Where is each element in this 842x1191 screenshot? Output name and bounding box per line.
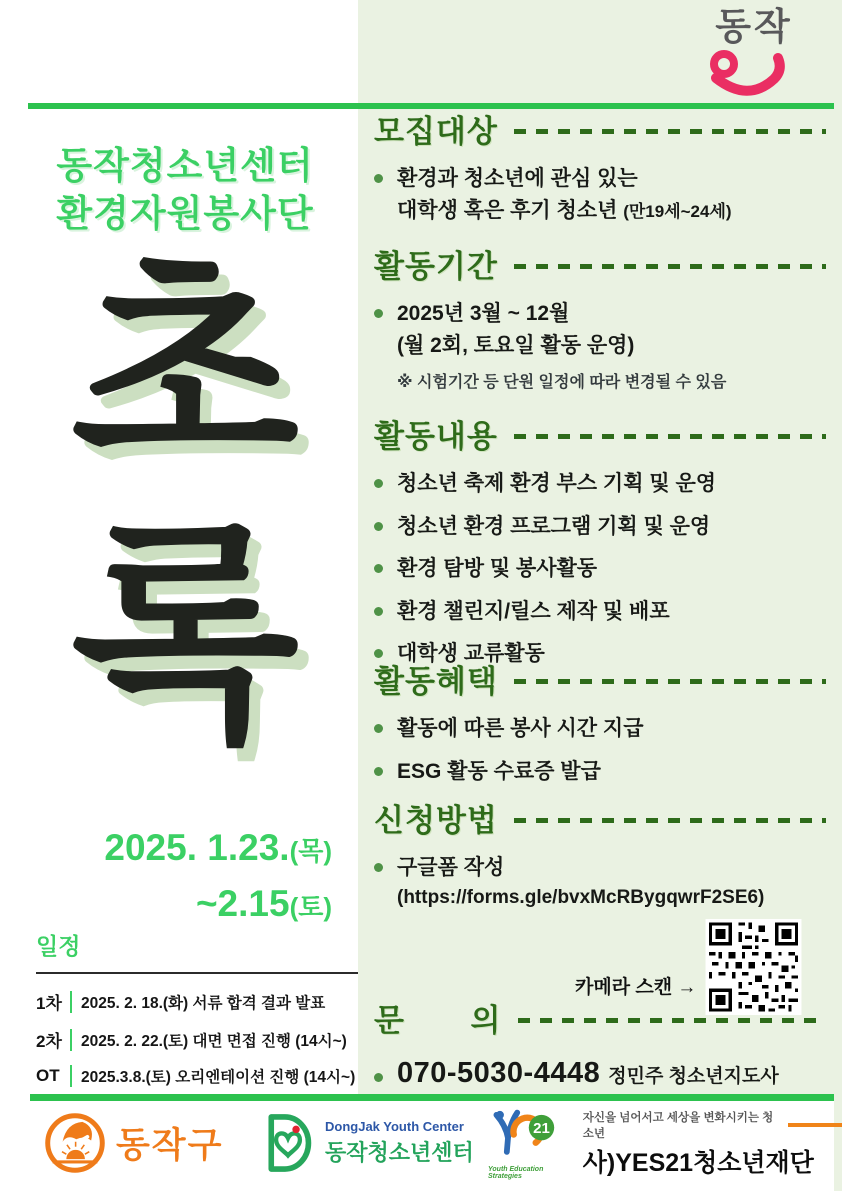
apply-bullet	[374, 852, 826, 912]
schedule-row-1	[36, 989, 358, 1014]
section-contact	[374, 1001, 826, 1096]
schedule-block	[36, 928, 358, 1087]
date-line1-main: 2025. 1.23.	[104, 827, 290, 868]
youth-center-text	[325, 1119, 474, 1167]
activity-item-text: 청소년 환경 프로그램 기획 및 운영	[397, 514, 711, 538]
dashed-rule	[518, 1018, 826, 1023]
schedule-row-2	[36, 1027, 358, 1052]
application-period-line1	[26, 820, 332, 876]
contact-bullet	[374, 1052, 826, 1096]
recruit-line2-main: 대학생 혹은 후기 청소년	[397, 198, 618, 222]
yes21-slogan-row	[583, 1109, 842, 1141]
section-benefits	[374, 662, 826, 787]
poster-title-line2: 환경자원봉사단	[56, 193, 314, 235]
section-contact-bullets	[374, 1052, 826, 1096]
poster-title-line1: 동작청소년센터	[56, 145, 314, 186]
section-benefits-title: 활동혜택	[374, 664, 498, 699]
yes21-name: 사)YES21청소년재단	[582, 1149, 814, 1177]
section-recruit-header	[374, 112, 826, 152]
bullet-dot-icon	[374, 1073, 383, 1082]
apply-method: 구글폼 작성	[397, 856, 505, 880]
youth-center-logo	[260, 1112, 474, 1174]
section-apply-header	[374, 801, 826, 841]
bottom-green-rule	[30, 1094, 834, 1101]
schedule-row-3-tag: OT	[36, 1066, 60, 1085]
recruit-age-note: (만19세~24세)	[623, 201, 732, 221]
yes21-slogan-bar	[788, 1123, 842, 1127]
yes21-sub-text: Youth Education Strategies	[488, 1166, 544, 1180]
yes21-logo	[488, 1108, 842, 1180]
section-activities-title: 활동내용	[374, 419, 498, 454]
bullet-dot-icon	[374, 649, 383, 658]
activity-item-text: 환경 탐방 및 봉사활동	[397, 557, 598, 581]
section-period-header	[374, 247, 826, 287]
bullet-dot-icon	[374, 479, 383, 488]
date-line1-day: (목)	[289, 836, 332, 866]
dashed-rule	[514, 818, 826, 823]
recruit-line1: 환경과 청소년에 관심 있는	[397, 167, 638, 191]
recruit-bullet-text	[397, 163, 732, 226]
dashed-rule	[514, 434, 826, 439]
period-line2: (월 2회, 토요일 활동 운영)	[397, 333, 635, 357]
yes21-emblem-icon	[488, 1108, 558, 1160]
schedule-row-2-tag: 2차	[36, 1032, 62, 1051]
contact-phone: 070-5030-4448	[397, 1057, 601, 1090]
schedule-label: 일정	[36, 933, 81, 959]
activity-item-text: 대학생 교류활동	[397, 642, 545, 666]
smile-face-icon	[708, 47, 800, 97]
benefit-item-text: 활동에 따른 봉사 시간 지급	[397, 717, 644, 741]
period-bullet	[374, 298, 826, 361]
big-keyword-chorok	[16, 236, 354, 769]
bullet-dot-icon	[374, 309, 383, 318]
section-apply-bullets	[374, 852, 826, 912]
section-benefits-bullets	[374, 713, 826, 787]
dongjak-gu-logo	[44, 1112, 223, 1174]
benefit-item	[374, 756, 826, 788]
period-bullet-text	[397, 298, 634, 361]
apply-bullet-text	[397, 852, 764, 912]
application-period-line2	[26, 876, 332, 932]
bullet-dot-icon	[374, 564, 383, 573]
dongjak-gu-name: 동작구	[116, 1126, 224, 1165]
activity-item	[374, 468, 826, 500]
section-recruit-bullets	[374, 163, 826, 226]
section-recruit-title: 모집대상	[374, 114, 498, 149]
youth-center-name-en: DongJak Youth Center	[325, 1119, 464, 1134]
section-contact-title: 문 의	[374, 1003, 502, 1038]
section-how-to-apply	[374, 801, 826, 912]
section-activities-bullets	[374, 468, 826, 670]
contact-person: 정민주 청소년지도사	[608, 1066, 779, 1088]
section-apply-title: 신청방법	[374, 803, 498, 838]
top-green-rule	[28, 103, 834, 109]
dongjak-gu-emblem-icon	[44, 1112, 106, 1174]
section-period-bullets	[374, 298, 826, 361]
schedule-row-1-text: 2025. 2. 18.(화) 서류 합격 결과 발표	[70, 991, 325, 1013]
big-keyword-char2: 록	[71, 503, 299, 768]
schedule-row-3-text: 2025.3.8.(토) 오리엔테이션 진행 (14시~)	[70, 1065, 355, 1087]
bullet-dot-icon	[374, 863, 383, 872]
benefit-item	[374, 713, 826, 745]
dongjak-brand-logo-text: 동작	[715, 6, 793, 47]
youth-center-emblem-icon	[260, 1112, 316, 1174]
activity-item-text: 환경 챌린지/릴스 제작 및 배포	[397, 599, 670, 623]
bullet-dot-icon	[374, 174, 383, 183]
google-form-url[interactable]: (https://forms.gle/bvxMcRBygqwrF2SE6)	[397, 886, 765, 908]
section-activities-header	[374, 417, 826, 457]
activity-item	[374, 596, 826, 628]
contact-text	[397, 1052, 779, 1096]
activity-item	[374, 511, 826, 543]
dashed-rule	[514, 679, 826, 684]
yes21-mark	[488, 1108, 573, 1180]
dashed-rule	[514, 129, 826, 134]
bullet-dot-icon	[374, 522, 383, 531]
big-keyword-char1: 초	[71, 237, 299, 501]
bullet-dot-icon	[374, 607, 383, 616]
activity-item-text: 청소년 축제 환경 부스 기획 및 운영	[397, 472, 717, 496]
date-line2-main: ~2.15	[195, 882, 290, 924]
dashed-rule	[514, 264, 826, 269]
yes21-slogan: 자신을 넘어서고 세상을 변화시키는 청소년	[582, 1112, 774, 1140]
section-activity-period	[374, 247, 826, 392]
qr-scan-label: 카메라 스캔 →	[575, 977, 697, 998]
section-activity-content	[374, 417, 826, 670]
recruit-bullet	[374, 163, 826, 226]
section-benefits-header	[374, 662, 826, 702]
poster-title	[28, 142, 342, 238]
section-period-title: 활동기간	[374, 249, 498, 284]
bullet-dot-icon	[374, 767, 383, 776]
dongjak-brand-logo	[692, 8, 816, 97]
schedule-row-2-text: 2025. 2. 22.(토) 대면 면접 진행 (14시~)	[70, 1029, 347, 1051]
schedule-row-3	[36, 1065, 358, 1087]
activity-item	[374, 553, 826, 585]
application-period	[26, 820, 332, 931]
period-note: ※ 시험기간 등 단원 일정에 따라 변경될 수 있음	[397, 374, 727, 392]
section-contact-header	[374, 1001, 826, 1041]
schedule-divider	[36, 972, 358, 974]
youth-center-name-ko: 동작청소년센터	[325, 1140, 474, 1165]
schedule-rows	[36, 989, 358, 1087]
recruit-line2	[397, 195, 732, 227]
yes21-mark-number: 21	[533, 1119, 550, 1137]
schedule-row-1-tag: 1차	[36, 994, 62, 1013]
period-line1: 2025년 3월 ~ 12월	[397, 302, 570, 326]
date-line2-day: (토)	[289, 891, 332, 922]
yes21-text	[583, 1109, 842, 1179]
section-recruit-target	[374, 112, 826, 226]
benefit-item-text: ESG 활동 수료증 발급	[397, 759, 601, 783]
bullet-dot-icon	[374, 724, 383, 733]
